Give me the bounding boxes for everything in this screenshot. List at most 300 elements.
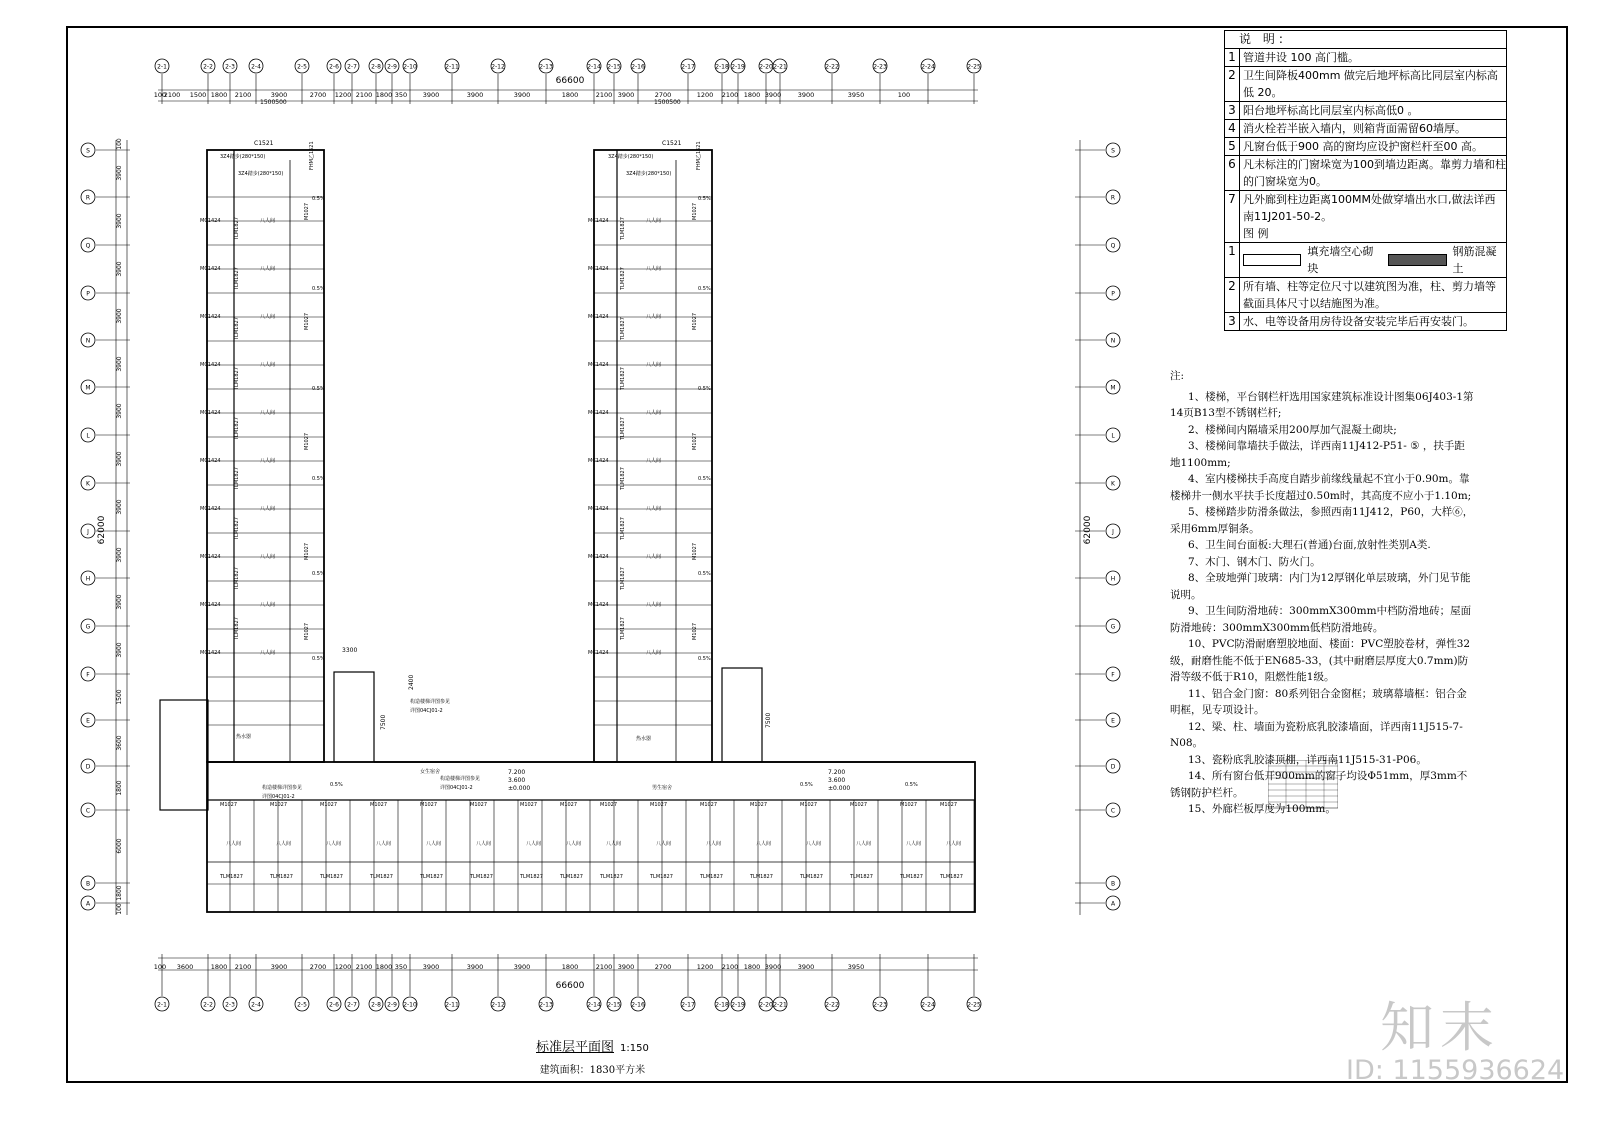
- dim-bottom: 1800: [561, 963, 579, 971]
- plan-label: TLM1827: [470, 874, 493, 880]
- dim-left: 6000: [116, 838, 123, 854]
- plan-label: M1027: [304, 312, 310, 330]
- axis-bubble-left: [81, 190, 95, 204]
- general-note-item: 7、木门、钢木门、防火门。: [1188, 555, 1321, 568]
- plan-label: MC1424: [588, 266, 609, 272]
- axis-bubble-right: [1106, 571, 1120, 585]
- dim-top: 2100: [721, 91, 739, 99]
- dim-bottom: 350: [394, 963, 408, 971]
- dimension-text-left: [116, 138, 123, 915]
- axis-bubble-bottom: [403, 997, 417, 1011]
- axis-bubble-right: [1106, 803, 1120, 817]
- plan-label: M1027: [320, 802, 338, 808]
- drawing-title: 标准层平面图: [536, 1040, 615, 1055]
- plan-label: TLM1827: [234, 367, 240, 390]
- notes-heading: 注:: [1170, 370, 1185, 382]
- note-text: 卫生间降板400mm 做完后地坪标高比同层室内标高低 20。: [1243, 69, 1498, 99]
- dim-left: 3900: [116, 499, 123, 515]
- svg-text:2-9: 2-9: [387, 63, 397, 71]
- svg-text:L: L: [86, 432, 90, 440]
- plan-label: 八人间: [260, 554, 276, 560]
- axis-bubble-bottom: [759, 997, 773, 1011]
- plan-label: 八人间: [260, 458, 276, 464]
- plan-label: 1500500: [260, 99, 287, 106]
- plan-label: M1027: [700, 802, 718, 808]
- svg-text:2-24: 2-24: [921, 1001, 935, 1009]
- svg-text:C: C: [85, 807, 91, 815]
- plan-label: M1027: [940, 802, 958, 808]
- dim-bottom: 2100: [595, 963, 613, 971]
- dim-bottom: 3950: [847, 963, 865, 971]
- plan-label: M1027: [560, 802, 578, 808]
- plan-label: 八人间: [476, 841, 492, 847]
- axis-bubble-top: [759, 59, 773, 73]
- axis-bubble-bottom: [295, 997, 309, 1011]
- axis-bubble-top: [201, 59, 215, 73]
- plan-label: 0.5%: [312, 571, 325, 577]
- axis-bubble-top: [369, 59, 383, 73]
- plan-label: 八人间: [260, 266, 276, 272]
- plan-label: 八人间: [326, 841, 342, 847]
- axis-bubble-right: [1106, 143, 1120, 157]
- watermark-brand: 知末: [1380, 996, 1500, 1059]
- legend-a: 填充墙空心砌块: [1307, 245, 1374, 275]
- dim-bottom: 1800: [375, 963, 393, 971]
- svg-text:2-8: 2-8: [371, 1001, 381, 1009]
- svg-text:D: D: [1110, 763, 1116, 771]
- axis-bubble-right: [1106, 667, 1120, 681]
- axis-bubble-right: [1106, 428, 1120, 442]
- dim-left: 3900: [116, 356, 123, 372]
- plan-label: M1027: [900, 802, 918, 808]
- plan-label: TLM1827: [750, 874, 773, 880]
- axis-bubble-top: [295, 59, 309, 73]
- plan-label: M1027: [692, 622, 698, 640]
- axis-bubble-top: [249, 59, 263, 73]
- general-note-item: 2、楼梯间内隔墙采用200厚加气混凝土砌块;: [1188, 423, 1397, 436]
- axis-bubble-left: [81, 803, 95, 817]
- svg-text:G: G: [85, 623, 91, 631]
- svg-text:2-14: 2-14: [587, 1001, 601, 1009]
- axis-bubble-right: [1106, 333, 1120, 347]
- dim-bottom: 2100: [355, 963, 373, 971]
- axis-bubble-top: [491, 59, 505, 73]
- axis-bubble-left: [81, 896, 95, 910]
- svg-text:2-23: 2-23: [873, 1001, 887, 1009]
- note-text: 管道井设 100 高门槛。: [1243, 51, 1359, 64]
- plan-label: TLM1827: [620, 267, 626, 290]
- dim-top: 3900: [513, 91, 531, 99]
- plan-label: 7.200: [828, 769, 846, 776]
- svg-text:2-11: 2-11: [445, 1001, 459, 1009]
- plan-label: MC1424: [200, 458, 221, 464]
- svg-text:2-4: 2-4: [251, 1001, 261, 1009]
- axis-bubble-left: [81, 238, 95, 252]
- svg-text:2-2: 2-2: [203, 1001, 213, 1009]
- axis-bubbles-left: [81, 143, 95, 910]
- dim-left: 3900: [116, 403, 123, 419]
- svg-text:G: G: [1110, 623, 1116, 631]
- dim-bottom: 1800: [743, 963, 761, 971]
- svg-text:2-6: 2-6: [329, 1001, 339, 1009]
- axis-bubble-bottom: [967, 997, 981, 1011]
- dim-bottom: 1800: [210, 963, 228, 971]
- plan-label: 热水器: [236, 734, 252, 740]
- svg-text:2-5: 2-5: [297, 63, 307, 71]
- plan-label: 八人间: [376, 841, 392, 847]
- plan-label: TLM1827: [620, 467, 626, 490]
- plan-label: TLM1827: [620, 317, 626, 340]
- svg-text:2-4: 2-4: [251, 63, 261, 71]
- plan-label: MC1424: [200, 218, 221, 224]
- dim-top: 2700: [654, 91, 672, 99]
- plan-label: M1027: [750, 802, 768, 808]
- total-width-top: 66600: [555, 76, 585, 86]
- general-note-item: 15、外廊栏板厚度为100mm。: [1188, 803, 1336, 815]
- svg-text:N: N: [1110, 337, 1116, 345]
- plan-label: 八人间: [646, 506, 662, 512]
- plan-label: TLM1827: [940, 874, 963, 880]
- general-note-item: 10、PVC防滑耐磨塑胶地面、楼面：PVC塑胶卷材，弹性32级，耐磨性能不低于EN685-33，(其中耐磨层厚度大0.7mm)防滑等级不低于R10，阻燃性能1级。: [1170, 638, 1471, 683]
- total-width-bottom: 66600: [555, 981, 585, 991]
- note-num: 7: [1225, 191, 1240, 225]
- plan-label: M1027: [370, 802, 388, 808]
- plan-label: 八人间: [646, 218, 662, 224]
- plan-label: 3Z4踏步(280*150): [238, 171, 284, 177]
- plan-label: 0.5%: [698, 656, 711, 662]
- plan-label: TLM1827: [900, 874, 923, 880]
- svg-text:2-17: 2-17: [681, 1001, 695, 1009]
- svg-text:2-15: 2-15: [607, 1001, 621, 1009]
- axis-bubble-right: [1106, 190, 1120, 204]
- svg-text:2-21: 2-21: [773, 63, 787, 71]
- plan-label: 八人间: [646, 458, 662, 464]
- svg-text:2-15: 2-15: [607, 63, 621, 71]
- plan-label: 八人间: [260, 218, 276, 224]
- dim-bottom: 2100: [721, 963, 739, 971]
- plan-label: 八人间: [260, 602, 276, 608]
- axis-bubble-right: [1106, 896, 1120, 910]
- plan-label: TLM1827: [620, 617, 626, 640]
- legend-text: 水、电等设备用房待设备安装完毕后再安装门。: [1243, 315, 1474, 328]
- dim-top: 1800: [561, 91, 579, 99]
- svg-text:2-22: 2-22: [825, 1001, 839, 1009]
- svg-text:2-19: 2-19: [731, 1001, 745, 1009]
- axis-bubble-bottom: [921, 997, 935, 1011]
- dim-top: 1200: [696, 91, 714, 99]
- plan-label: MC1424: [588, 314, 609, 320]
- plan-label: 0.5%: [800, 782, 813, 788]
- plan-label: 八人间: [646, 314, 662, 320]
- plan-label: 0.5%: [312, 386, 325, 392]
- plan-label: 八人间: [806, 841, 822, 847]
- dim-bottom: 3900: [513, 963, 531, 971]
- plan-label: MC1424: [588, 602, 609, 608]
- axis-bubbles-bottom: [155, 997, 981, 1011]
- note-text: 凡窗台低于900 高的窗均应设护窗栏杆至00 高。: [1243, 140, 1483, 153]
- plan-label: TLM1827: [234, 617, 240, 640]
- dim-top: 3900: [764, 91, 782, 99]
- plan-label: TLM1827: [620, 417, 626, 440]
- plan-label: TLM1827: [700, 874, 723, 880]
- plan-label: 详图04CJ01-2: [440, 785, 473, 791]
- notes-title: 说 明:: [1225, 31, 1506, 49]
- general-note-item: 1、楼梯，平台钢栏杆选用国家建筑标准设计图集06J403-1第14页B13型不锈钢栏杆;: [1170, 390, 1474, 419]
- svg-text:P: P: [86, 290, 90, 298]
- plan-label: M1027: [220, 802, 238, 808]
- svg-text:2-12: 2-12: [491, 1001, 505, 1009]
- svg-text:2-18: 2-18: [715, 1001, 729, 1009]
- plan-label: 男生宿舍: [652, 785, 673, 791]
- plan-label: MC1424: [200, 362, 221, 368]
- plan-label: MC1424: [200, 410, 221, 416]
- svg-text:R: R: [85, 194, 91, 202]
- plan-label: 八人间: [646, 650, 662, 656]
- plan-label: TLM1827: [420, 874, 443, 880]
- dim-bottom: 2700: [309, 963, 327, 971]
- plan-label: 构造楼梯详图参见: [440, 776, 481, 782]
- note-text: 阳台地坪标高比同层室内标高低0 。: [1243, 104, 1419, 117]
- plan-label: TLM1827: [520, 874, 543, 880]
- plan-label: FHM乙1521: [309, 141, 315, 170]
- dim-top: 100: [897, 91, 911, 99]
- general-note-item: 13、瓷粉底乳胶漆顶棚，详西南11J515-31-P06。: [1188, 753, 1427, 766]
- dim-top: 2100: [234, 91, 252, 99]
- general-note-item: 6、卫生间台面板:大理石(普通)台面,放射性类别A类.: [1188, 539, 1431, 551]
- plan-label: MC1424: [588, 410, 609, 416]
- svg-text:2-20: 2-20: [759, 63, 773, 71]
- dim-bottom: 2100: [234, 963, 252, 971]
- dim-left: 3900: [116, 642, 123, 658]
- dim-bottom: 3900: [270, 963, 288, 971]
- axis-bubble-bottom: [369, 997, 383, 1011]
- svg-text:2-13: 2-13: [539, 63, 553, 71]
- axis-bubble-left: [81, 286, 95, 300]
- dim-top: 3900: [422, 91, 440, 99]
- plan-label: 八人间: [646, 410, 662, 416]
- dim-bottom: 3900: [797, 963, 815, 971]
- axis-bubble-right: [1106, 286, 1120, 300]
- plan-label: 八人间: [706, 841, 722, 847]
- plan-label: 八人间: [260, 506, 276, 512]
- note-num: 3: [1225, 102, 1240, 119]
- plan-label: 女生宿舍: [420, 769, 441, 775]
- dim-left: 3900: [116, 213, 123, 229]
- svg-text:2-22: 2-22: [825, 63, 839, 71]
- plan-label: TLM1827: [234, 267, 240, 290]
- svg-text:2-16: 2-16: [631, 1001, 645, 1009]
- axis-bubble-right: [1106, 876, 1120, 890]
- axis-bubble-top: [825, 59, 839, 73]
- dim-bottom: 3900: [422, 963, 440, 971]
- dim-bottom: 100: [153, 963, 167, 971]
- dimension-text-top: [154, 91, 910, 99]
- svg-text:S: S: [1111, 147, 1115, 155]
- axis-bubble-bottom: [731, 997, 745, 1011]
- plan-label: ±0.000: [828, 785, 851, 792]
- plan-label: TLM1827: [234, 317, 240, 340]
- axis-bubble-top: [587, 59, 601, 73]
- svg-text:2-14: 2-14: [587, 63, 601, 71]
- axis-bubble-bottom: [249, 997, 263, 1011]
- svg-text:N: N: [85, 337, 91, 345]
- plan-label: 0.5%: [905, 782, 918, 788]
- watermark-id: ID: 1155936624: [1346, 1055, 1565, 1086]
- plan-label: 7.200: [508, 769, 526, 776]
- axis-bubble-left: [81, 667, 95, 681]
- plan-label: TLM1827: [650, 874, 673, 880]
- dim-bottom: 1200: [334, 963, 352, 971]
- axis-bubbles-right: [1106, 143, 1120, 910]
- svg-text:R: R: [1110, 194, 1116, 202]
- note-num: 1: [1225, 49, 1240, 66]
- plan-label: TLM1827: [234, 217, 240, 240]
- svg-text:2-7: 2-7: [347, 1001, 357, 1009]
- svg-text:2-2: 2-2: [203, 63, 213, 71]
- total-height-right: 62000: [1083, 515, 1093, 545]
- svg-text:F: F: [1111, 671, 1115, 679]
- axis-bubble-top: [345, 59, 359, 73]
- dim-left: 1800: [116, 780, 123, 796]
- general-note-item: 3、楼梯间靠墙扶手做法，详西南11J412-P51- ⑤ ，扶手距地1100mm;: [1170, 440, 1465, 469]
- plan-label: 八人间: [276, 841, 292, 847]
- dim-left: 3900: [116, 261, 123, 277]
- dim-bottom: 3900: [466, 963, 484, 971]
- plan-label: M1027: [692, 202, 698, 220]
- plan-label: 八人间: [260, 314, 276, 320]
- plan-label: TLM1827: [234, 417, 240, 440]
- dimension-lines: [96, 74, 1105, 996]
- plan-label: 0.5%: [698, 286, 711, 292]
- plan-label: MC1424: [200, 554, 221, 560]
- axis-bubble-left: [81, 380, 95, 394]
- plan-label: TLM1827: [234, 567, 240, 590]
- axis-bubble-top: [385, 59, 399, 73]
- dim-left: 3600: [116, 735, 123, 751]
- axis-bubble-top: [715, 59, 729, 73]
- plan-label: 构造楼梯详图参见: [262, 785, 303, 791]
- axis-bubble-top: [967, 59, 981, 73]
- svg-text:2-25: 2-25: [967, 1001, 981, 1009]
- axis-bubble-bottom: [327, 997, 341, 1011]
- dim-bottom: 1200: [696, 963, 714, 971]
- svg-text:J: J: [1112, 528, 1114, 536]
- dim-left: 100: [116, 903, 123, 915]
- plan-label: 八人间: [656, 841, 672, 847]
- plan-label: 八人间: [260, 650, 276, 656]
- axis-bubble-left: [81, 524, 95, 538]
- note-num: 4: [1225, 120, 1240, 137]
- axis-bubble-bottom: [491, 997, 505, 1011]
- plan-label: MC1424: [588, 458, 609, 464]
- dim-left: 3900: [116, 308, 123, 324]
- plan-label: M1027: [420, 802, 438, 808]
- dim-top: 350: [394, 91, 408, 99]
- svg-text:K: K: [86, 480, 90, 488]
- svg-text:J: J: [87, 528, 89, 536]
- plan-label: 1500500: [654, 99, 681, 106]
- total-height-left: 62000: [97, 515, 107, 545]
- dim-top: 2100: [355, 91, 373, 99]
- plan-label: MC1424: [588, 362, 609, 368]
- svg-text:C: C: [1110, 807, 1116, 815]
- plan-label: MC1424: [200, 650, 221, 656]
- drawing-scale: 1:150: [620, 1043, 649, 1054]
- dim-top: 1800: [210, 91, 228, 99]
- axis-bubble-right: [1106, 619, 1120, 633]
- plan-label: 0.5%: [330, 782, 343, 788]
- plan-label: MC1424: [588, 554, 609, 560]
- axis-bubble-left: [81, 571, 95, 585]
- axis-bubble-bottom: [223, 997, 237, 1011]
- plan-label: TLM1827: [220, 874, 243, 880]
- dim-top: 2100: [163, 91, 181, 99]
- svg-text:2-1: 2-1: [157, 1001, 167, 1009]
- svg-text:F: F: [86, 671, 90, 679]
- svg-text:K: K: [1111, 480, 1115, 488]
- plan-label: 7500: [380, 714, 387, 730]
- dim-bottom: 3600: [176, 963, 194, 971]
- plan-label: 八人间: [646, 362, 662, 368]
- note-text: 凡外廊到柱边距离100MM处做穿墙出水口,做法详西南11J201-50-2。: [1243, 193, 1496, 223]
- plan-label: 构造楼梯详图参见: [410, 699, 451, 705]
- svg-text:M: M: [1110, 384, 1116, 392]
- dim-top: 2700: [309, 91, 327, 99]
- plan-label: MC1424: [588, 650, 609, 656]
- svg-text:2-23: 2-23: [873, 63, 887, 71]
- plan-label: M1027: [304, 432, 310, 450]
- axis-bubble-left: [81, 476, 95, 490]
- plan-label: 3Z4踏步(280*150): [220, 154, 266, 160]
- svg-text:Q: Q: [1110, 242, 1116, 250]
- svg-text:2-20: 2-20: [759, 1001, 773, 1009]
- plan-label: M1027: [800, 802, 818, 808]
- general-note-item: 11、铝合金门窗：80系列铝合金窗框；玻璃幕墙框：铝合金明框，见专项设计。: [1170, 687, 1467, 716]
- axis-bubble-bottom: [155, 997, 169, 1011]
- axis-bubble-left: [81, 713, 95, 727]
- svg-text:2-3: 2-3: [225, 1001, 235, 1009]
- axis-bubble-bottom: [385, 997, 399, 1011]
- plan-label: 八人间: [646, 554, 662, 560]
- axis-bubble-right: [1106, 238, 1120, 252]
- dim-bottom: 3900: [617, 963, 635, 971]
- plan-label: 八人间: [906, 841, 922, 847]
- svg-text:H: H: [85, 575, 91, 583]
- axis-bubble-top: [773, 59, 787, 73]
- general-note-item: 4、室内楼梯扶手高度自踏步前缘线量起不宜小于0.90m。靠楼梯井一侧水平扶手长度超过0.50m时，其高度不应小于1.10m;: [1170, 473, 1472, 502]
- svg-text:2-5: 2-5: [297, 1001, 307, 1009]
- svg-text:2-24: 2-24: [921, 63, 935, 71]
- axis-bubble-top: [921, 59, 935, 73]
- plan-label: MC1424: [200, 314, 221, 320]
- svg-text:2-17: 2-17: [681, 63, 695, 71]
- svg-text:2-10: 2-10: [403, 63, 417, 71]
- plan-label: MC1424: [588, 218, 609, 224]
- dim-top: 100: [153, 91, 167, 99]
- plan-label: 3300: [342, 647, 358, 654]
- plan-label: TLM1827: [620, 567, 626, 590]
- hollow-block-swatch: [1243, 254, 1301, 266]
- axis-bubble-bottom: [825, 997, 839, 1011]
- dim-top: 3950: [847, 91, 865, 99]
- plan-label: M1027: [304, 542, 310, 560]
- plan-label: TLM1827: [620, 217, 626, 240]
- concrete-swatch: [1388, 254, 1446, 266]
- plan-label: TLM1827: [620, 517, 626, 540]
- axis-bubble-left: [81, 619, 95, 633]
- axis-bubble-top: [403, 59, 417, 73]
- axis-bubble-top: [223, 59, 237, 73]
